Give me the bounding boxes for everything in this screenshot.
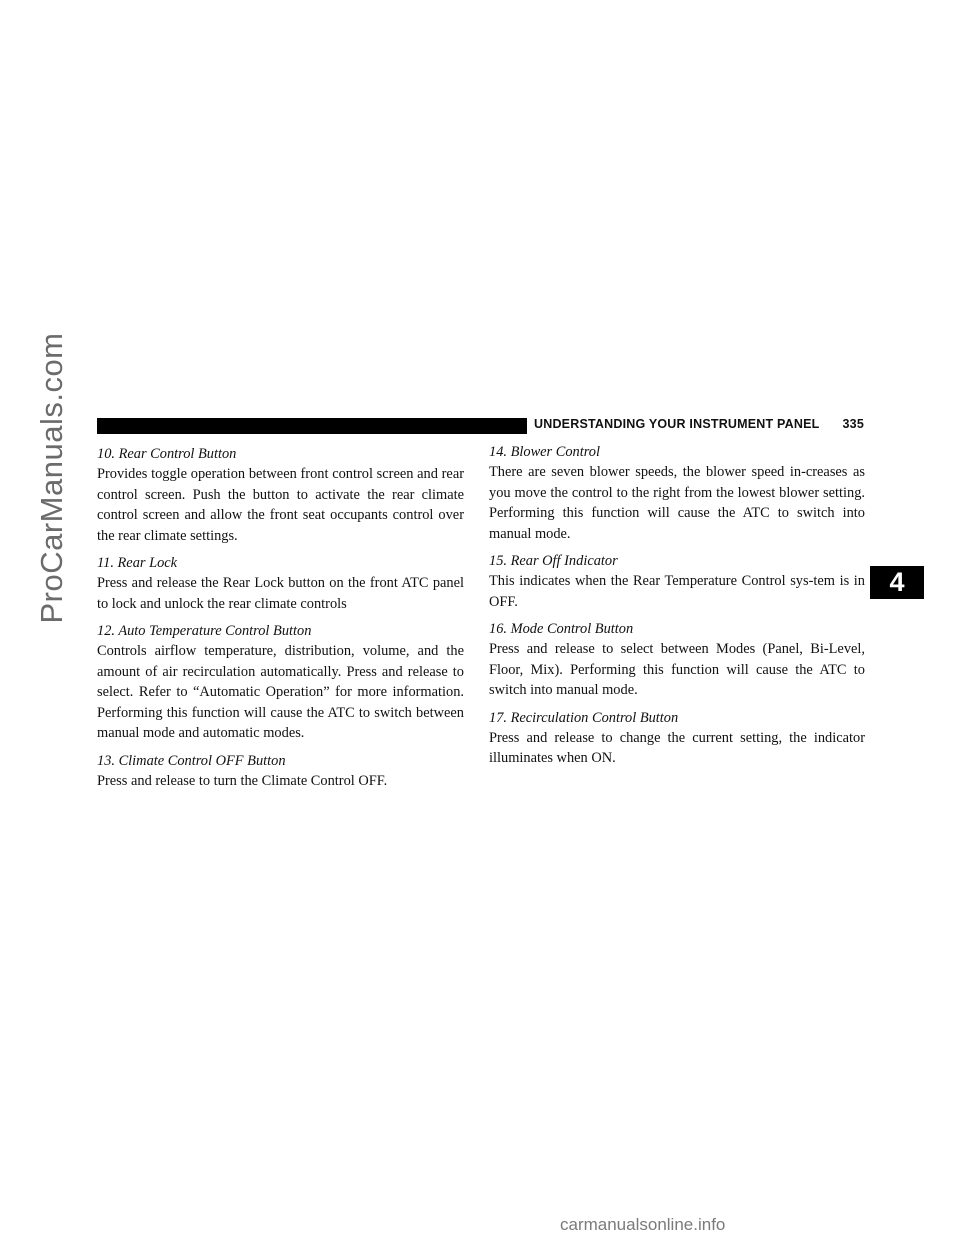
section-blower-control [489, 442, 865, 544]
section-heading: 13. Climate Control OFF Button [97, 752, 286, 769]
section-auto-temperature-control-button [97, 621, 464, 744]
section-body: Press and release to turn the Climate Control OFF. [97, 772, 388, 789]
section-heading: 11. Rear Lock [97, 555, 178, 571]
section-body: There are seven blower speeds, the blower speed in-creases as you move the control to the right from the lowest blower setting. Performing this function will cause the ATC to switch into manual mode. [489, 464, 865, 542]
section-heading: 15. Rear Off Indicator [489, 553, 618, 569]
running-head [534, 417, 864, 431]
section-rear-off-indicator [489, 551, 865, 612]
running-head-title: UNDERSTANDING YOUR INSTRUMENT PANEL [534, 417, 820, 431]
section-heading: 16. Mode Control Button [489, 621, 634, 637]
left-column [97, 444, 464, 798]
section-body: This indicates when the Rear Temperature Control sys-tem is in OFF. [489, 573, 865, 610]
section-body: Press and release to select between Modes (Panel, Bi-Level, Floor, Mix). Performing this function will cause the ATC to switch into manual mode. [489, 641, 865, 698]
side-watermark: ProCarManuals.com [34, 332, 69, 624]
section-rear-control-button [97, 444, 464, 546]
section-body: Controls airflow temperature, distribution, volume, and the amount of air recirculation automatically. Press and release to select. Refer to “Automatic Operation” for more information. Performing this function will cause the ATC to switch between manual mode and automatic modes. [97, 643, 464, 741]
section-body: Provides toggle operation between front control screen and rear control screen. Push the button to activate the rear climate control screen and allow the front seat occupants control over the rear climate settings. [97, 466, 464, 544]
section-heading: 10. Rear Control Button [97, 446, 237, 462]
section-climate-control-off-button [97, 751, 464, 792]
section-rear-lock [97, 553, 464, 614]
section-heading: 12. Auto Temperature Control Button [97, 623, 312, 639]
chapter-tab: 4 [870, 566, 924, 599]
right-column [489, 442, 865, 776]
section-heading: 17. Recirculation Control Button [489, 709, 679, 726]
section-recirculation-control-button [489, 708, 865, 769]
section-body: Press and release to change the current setting, the indicator illuminates when ON. [489, 729, 865, 766]
section-heading: 14. Blower Control [489, 444, 601, 460]
section-body: Press and release the Rear Lock button on the front ATC panel to lock and unlock the rear climate controls [97, 575, 464, 612]
header-rule-end [511, 418, 527, 434]
header-rule [97, 418, 511, 434]
footer-watermark: carmanualsonline.info [560, 1215, 726, 1234]
page-number: 335 [842, 417, 864, 431]
section-mode-control-button [489, 619, 865, 701]
